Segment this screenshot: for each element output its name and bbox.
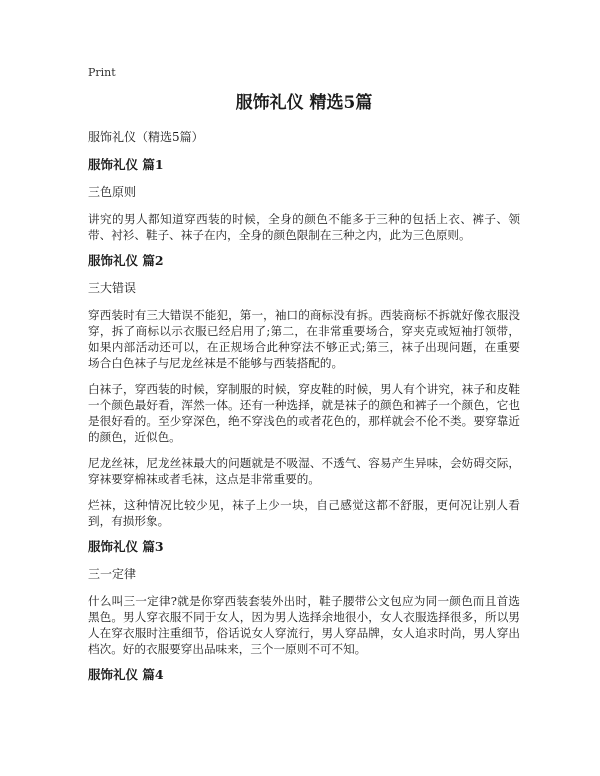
document-page: [88, 66, 520, 694]
document-subtitle: 服饰礼仪（精选5篇）: [88, 130, 204, 144]
section-subheading-3: 三一定律: [88, 567, 137, 581]
section-heading-3: 服饰礼仪 篇3: [88, 539, 164, 554]
section-2-paragraph-4: 烂袜，这种情况比较少见，袜子上少一块，自己感觉这都不舒服，更何况让别人看到，有损形象。: [88, 498, 520, 528]
section-heading-1: 服饰礼仪 篇1: [88, 157, 164, 172]
section-1-paragraph-1: 讲究的男人都知道穿西装的时候，全身的颜色不能多于三种的包括上衣、裤子、领带、衬衫、鞋子、袜子在内，全身的颜色限制在三种之内，此为三色原则。: [88, 212, 520, 242]
section-heading-4: 服饰礼仪 篇4: [88, 667, 164, 682]
section-2-paragraph-2: 白袜子，穿西装的时候，穿制服的时候，穿皮鞋的时候，男人有个讲究，袜子和皮鞋一个颜色最好看，浑然一体。还有一种选择，就是袜子的颜色和裤子一个颜色，它也是很好看的。至少穿深色，绝不穿浅色的或者花色的，那样就会不伦不类。要穿靠近的颜色，近似色。: [88, 382, 520, 444]
print-link[interactable]: Print: [88, 66, 116, 79]
section-heading-2: 服饰礼仪 篇2: [88, 253, 164, 268]
section-subheading-1: 三色原则: [88, 185, 137, 199]
section-subheading-2: 三大错误: [88, 281, 137, 295]
document-title: 服饰礼仪 精选5篇: [235, 93, 373, 113]
section-2-paragraph-3: 尼龙丝袜，尼龙丝袜最大的问题就是不吸湿、不透气、容易产生异味，会妨碍交际，穿袜要穿棉袜或者毛袜，这点是非常重要的。: [88, 456, 520, 486]
section-3-paragraph-1: 什么叫三一定律?就是你穿西装套装外出时，鞋子腰带公文包应为同一颜色而且首选黑色。男人穿衣服不同于女人，因为男人选择余地很小，女人衣服选择很多，所以男人在穿衣服时注重细节，俗话说女人穿流行，男人穿品牌，女人追求时尚，男人穿出档次。好的衣服要穿出品味来，三个一原则不可不知。: [88, 594, 520, 656]
section-2-paragraph-1: 穿西装时有三大错误不能犯，第一，袖口的商标没有拆。西装商标不拆就好像衣服没穿，拆了商标以示衣服已经启用了;第二，在非常重要场合，穿夹克或短袖打领带，如果内部活动还可以，在正规场合此种穿法不够正式;第三，袜子出现问题，在重要场合白色袜子与尼龙丝袜是不能够与西装搭配的。: [88, 308, 520, 370]
